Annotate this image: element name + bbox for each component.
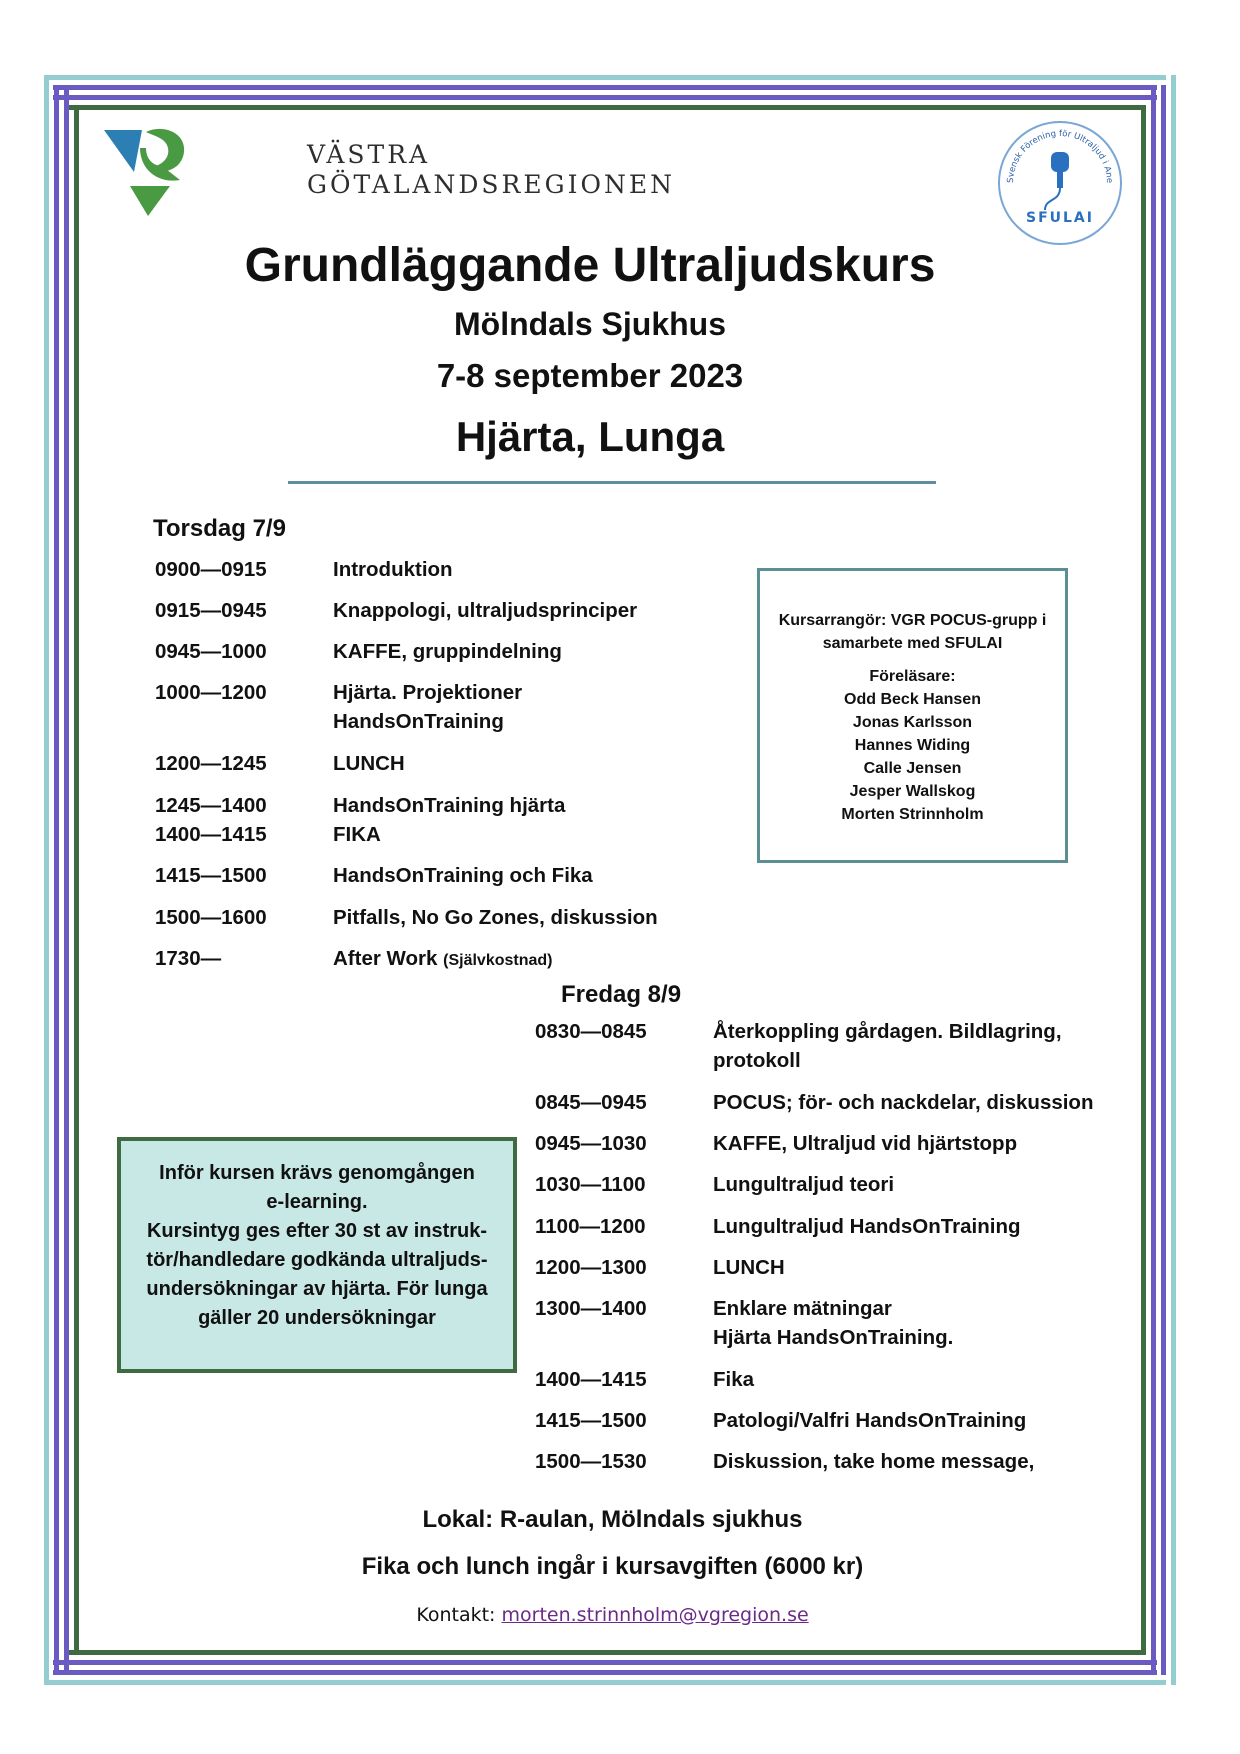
contact-label: Kontakt: [416, 1604, 496, 1626]
venue: Lokal: R-aulan, Mölndals sjukhus [422, 1506, 803, 1533]
lecturer-name: Hannes Widing [854, 737, 971, 754]
page-title: Grundläggande Ultraljudskurs [244, 239, 936, 292]
contact-line [0, 1604, 1225, 1626]
schedule-time: 1415—1500 [155, 864, 267, 887]
sfulai-label: SFULAI [1026, 210, 1094, 226]
schedule-time: 0915—0945 [155, 599, 267, 622]
location: Mölndals Sjukhus [453, 306, 727, 342]
schedule-time: 1200—1300 [535, 1256, 647, 1279]
schedule-time: 1415—1500 [535, 1409, 647, 1432]
schedule-time: 1500—1600 [155, 906, 267, 929]
schedule-desc: HandsOnTraining och Fika [333, 864, 593, 887]
title-divider [288, 481, 936, 484]
course-dates: 7-8 september 2023 [436, 357, 744, 394]
lecturer-name: Odd Beck Hansen [844, 691, 981, 708]
schedule-desc: KAFFE, Ultraljud vid hjärtstopp [713, 1132, 1018, 1155]
schedule-time: 0830—0845 [535, 1020, 647, 1043]
schedule-desc: Pitfalls, No Go Zones, diskussion [333, 906, 658, 929]
schedule-desc: After Work [333, 947, 438, 970]
schedule-desc: LUNCH [333, 752, 405, 775]
schedule-time: 1730— [155, 947, 222, 970]
schedule-desc: Lungultraljud teori [713, 1173, 895, 1196]
lecturers-heading: Föreläsare: [869, 668, 956, 685]
schedule-time: 1245—1400 [155, 794, 267, 817]
lecturer-name: Calle Jensen [863, 760, 962, 777]
schedule-time: 1030—1100 [535, 1173, 646, 1196]
schedule-desc: Lungultraljud HandsOnTraining [713, 1215, 1021, 1238]
schedule-desc: FIKA [333, 823, 381, 846]
sfulai-emblem-icon [995, 118, 1125, 248]
sfulai-ring-text: Svensk Förening för Ultraljud i Ane [1005, 128, 1115, 184]
requirements-box [117, 1137, 517, 1373]
vgr-logo [100, 126, 675, 226]
schedule-desc: Knappologi, ultraljudsprinciper [333, 599, 638, 622]
friday-heading: Fredag 8/9 [561, 981, 682, 1008]
schedule-desc: Patologi/Valfri HandsOnTraining [713, 1409, 1027, 1432]
schedule-desc: Fika [713, 1368, 755, 1391]
schedule-desc: Återkoppling gårdagen. Bildlagring, [713, 1020, 1062, 1043]
schedule-time: 1300—1400 [535, 1297, 647, 1320]
thursday-heading: Torsdag 7/9 [153, 515, 286, 542]
sfulai-logo [995, 118, 1125, 248]
schedule-desc-line2: HandsOnTraining [333, 710, 504, 733]
lecturer-name: Jonas Karlsson [852, 714, 973, 731]
requirements-line: e-learning. [266, 1191, 368, 1213]
schedule-time: 0845—0945 [535, 1091, 647, 1114]
fee-info: Fika och lunch ingår i kursavgiften (6000 kr) [361, 1553, 864, 1580]
schedule-time: 1400—1415 [535, 1368, 647, 1391]
schedule-time: 0945—1030 [535, 1132, 647, 1155]
organizer-line1: Kursarrangör: VGR POCUS-grupp i [778, 612, 1047, 629]
schedule-desc-line2: protokoll [713, 1049, 801, 1072]
course-topic: Hjärta, Lunga [455, 413, 725, 460]
schedule-desc: LUNCH [713, 1256, 785, 1279]
requirements-line: gäller 20 undersökningar [198, 1307, 436, 1329]
schedule-time: 1400—1415 [155, 823, 267, 846]
lecturer-name: Morten Strinnholm [841, 806, 984, 823]
schedule-time: 0945—1000 [155, 640, 267, 663]
requirements-line: tör/handledare godkända ultraljuds- [146, 1249, 488, 1271]
lecturer-name: Jesper Wallskog [849, 783, 976, 800]
schedule-desc: HandsOnTraining hjärta [333, 794, 566, 817]
requirements-line: Kursintyg ges efter 30 st av instruk- [146, 1220, 488, 1242]
schedule-desc: KAFFE, gruppindelning [333, 640, 562, 663]
schedule-desc: Introduktion [333, 558, 453, 581]
schedule-desc: Hjärta. Projektioner [333, 681, 523, 704]
vgr-logo-line2: GÖTALANDSREGIONEN [307, 170, 675, 199]
vgr-logo-line1: VÄSTRA [307, 140, 431, 169]
requirements-line: Inför kursen krävs genomgången [159, 1162, 475, 1184]
schedule-note: (Självkostnad) [443, 952, 553, 969]
schedule-time: 1200—1245 [155, 752, 267, 775]
schedule-desc: Diskussion, take home message, [713, 1450, 1035, 1473]
schedule-desc: POCUS; för- och nackdelar, diskussion [713, 1091, 1094, 1114]
schedule-time: 0900—0915 [155, 558, 267, 581]
contact-email-link[interactable]: morten.strinnholm@vgregion.se [501, 1604, 809, 1626]
schedule-time: 1100—1200 [535, 1215, 646, 1238]
requirements-line: undersökningar av hjärta. För lunga [146, 1278, 488, 1300]
vgr-emblem-icon [100, 126, 210, 226]
schedule-time: 1000—1200 [155, 681, 267, 704]
schedule-desc-line2: Hjärta HandsOnTraining. [713, 1326, 954, 1349]
organizer-box [757, 568, 1068, 863]
organizer-line2: samarbete med SFULAI [822, 635, 1003, 652]
schedule-time: 1500—1530 [535, 1450, 647, 1473]
schedule-desc: Enklare mätningar [713, 1297, 892, 1320]
